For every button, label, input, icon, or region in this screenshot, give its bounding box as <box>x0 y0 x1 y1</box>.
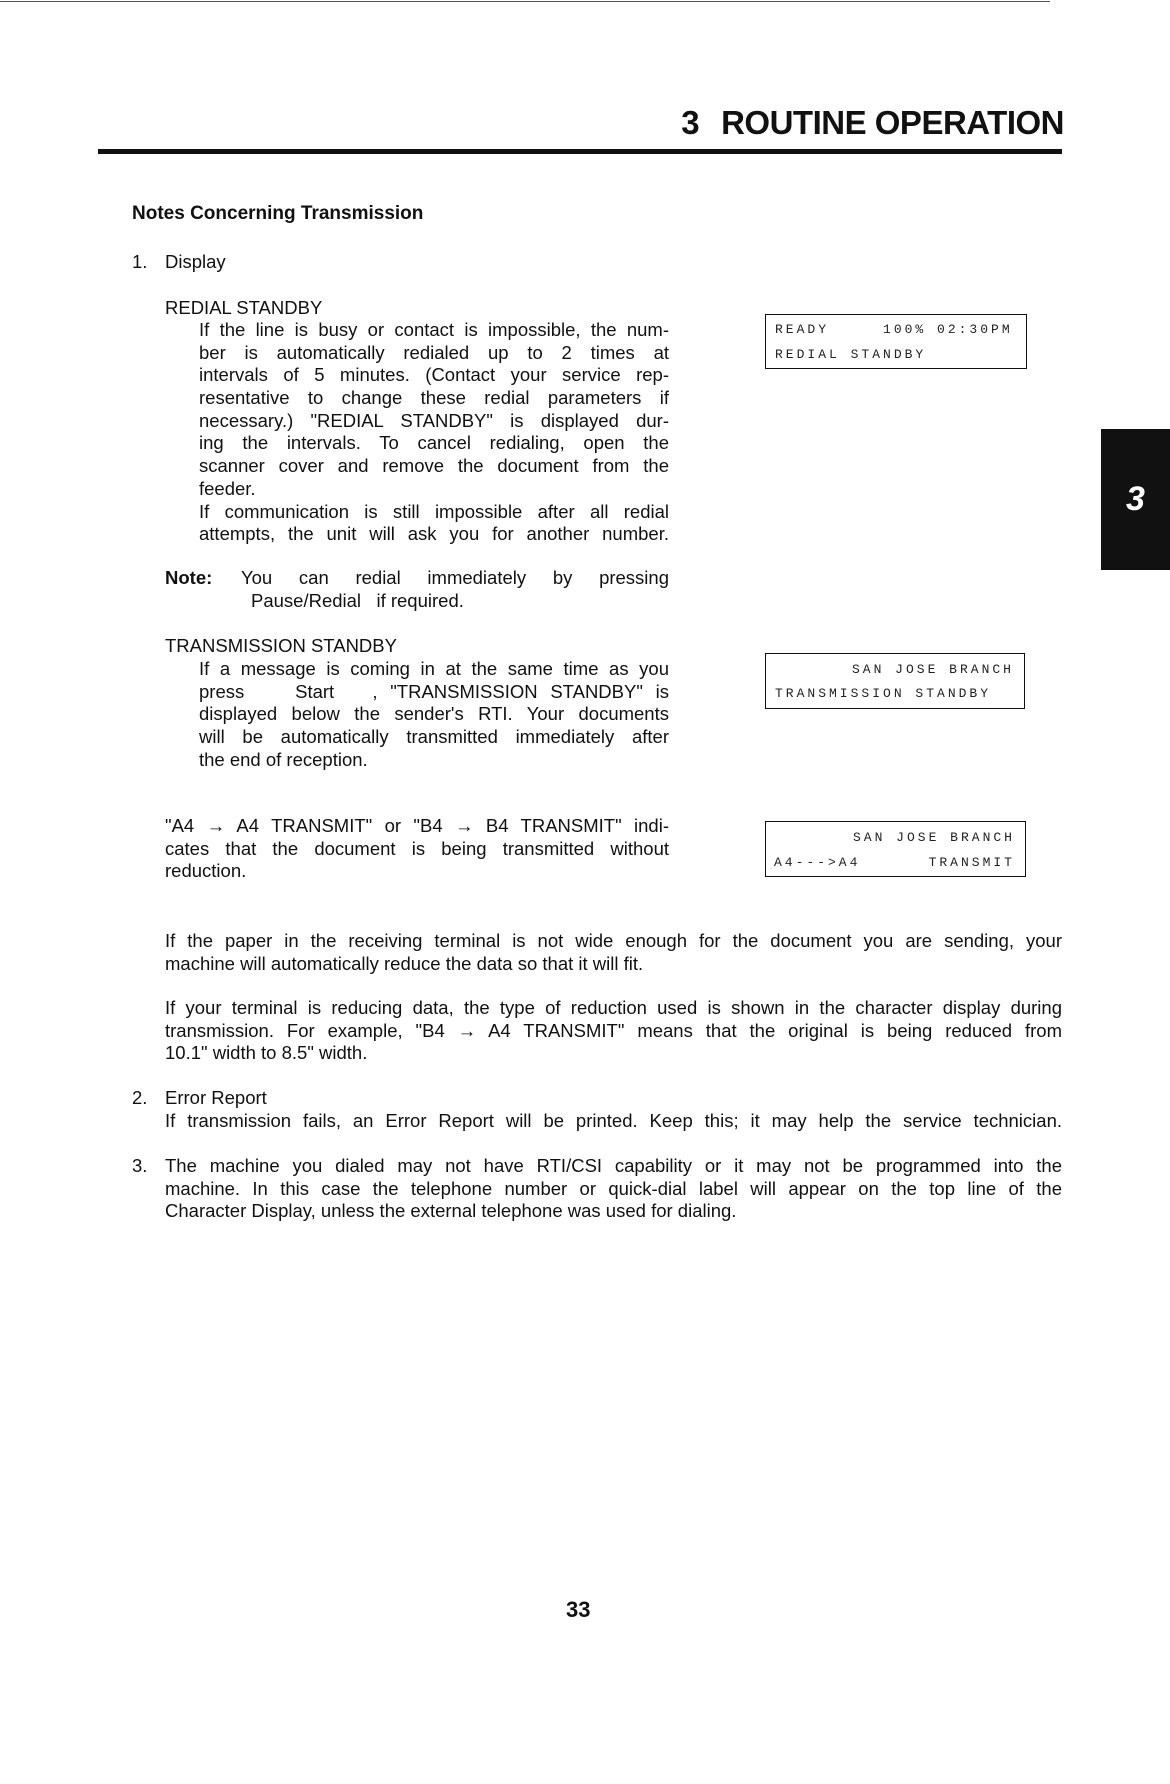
display-line-2-left: A4--->A4 <box>774 855 861 870</box>
text-line: cates that the document is being transmitted without <box>165 837 669 859</box>
text-line: the end of reception. <box>199 748 368 770</box>
display-line-1: SAN JOSE BRANCH <box>852 830 1015 845</box>
chapter-side-tab <box>1101 429 1170 570</box>
item-3-number: 3. <box>132 1155 148 1176</box>
text-line: If the line is busy or contact is impossible, the num- <box>199 319 669 340</box>
display-line-1: READY 100% 02:30PM <box>775 322 1013 337</box>
text-line: feeder. <box>199 477 256 499</box>
text-line: If a message is coming in at the same time as you <box>199 658 669 679</box>
text-line: machine. In this case the telephone number or quick-dial label will appear on the top line of the <box>165 1177 1062 1199</box>
note-line-1: You can redial immediately by pressing <box>241 567 669 588</box>
text-line: If communication is still impossible after all redial <box>199 500 669 522</box>
text-line: intervals of 5 minutes. (Contact your service rep- <box>199 364 669 386</box>
section-title: Notes Concerning Transmission <box>132 203 424 224</box>
transmission-standby-heading: TRANSMISSION STANDBY <box>165 635 397 656</box>
text-line: The machine you dialed may not have RTI/CSI capability or it may not be programmed into the <box>165 1155 1062 1176</box>
display-line-2: REDIAL STANDBY <box>775 347 927 362</box>
item-2-number: 2. <box>132 1087 148 1108</box>
text-line: "A4 → A4 TRANSMIT" or "B4 → B4 TRANSMIT" indi- <box>165 815 669 836</box>
text-line: ing the intervals. To cancel redialing, open the <box>199 432 669 454</box>
item-3-paragraph <box>165 1155 1062 1223</box>
text-line: Character Display, unless the external telephone was used for dialing. <box>165 1200 737 1222</box>
character-display-redial <box>765 314 1027 369</box>
reduction-paragraph-1 <box>165 930 1062 975</box>
text-line: reduction. <box>165 860 247 882</box>
text-line: displayed below the sender's RTI. Your documents <box>199 703 669 725</box>
page-number: 33 <box>566 1597 591 1622</box>
text-line: ber is automatically redialed up to 2 times at <box>199 341 669 363</box>
note-line-2: Pause/Redial if required. <box>251 590 464 611</box>
item-2-title: Error Report <box>165 1087 267 1108</box>
text-line: transmission. For example, "B4 → A4 TRANSMIT" means that the original is being reduced from <box>165 1019 1062 1041</box>
item-2-text: If transmission fails, an Error Report will be printed. Keep this; it may help the service technician. <box>165 1110 1062 1131</box>
text-line: attempts, the unit will ask you for another number. <box>199 523 669 545</box>
top-edge-line <box>0 1 1050 2</box>
character-display-transmit <box>765 821 1026 877</box>
chapter-side-tab-label: 3 <box>1126 480 1145 518</box>
redial-paragraph <box>199 319 669 546</box>
item-1-number: 1. <box>132 251 148 272</box>
text-line: scanner cover and remove the document from the <box>199 455 669 477</box>
header-rule <box>98 149 1062 154</box>
redial-heading: REDIAL STANDBY <box>165 297 323 318</box>
text-line: will be automatically transmitted immediately after <box>199 726 669 748</box>
display-line-2: TRANSMISSION STANDBY <box>775 686 992 701</box>
transmission-standby-paragraph <box>199 658 669 771</box>
chapter-title: ROUTINE OPERATION <box>721 104 1064 141</box>
reduction-paragraph-2 <box>165 997 1062 1065</box>
item-1-title: Display <box>165 251 226 272</box>
text-line: If your terminal is reducing data, the type of reduction used is shown in the character display during <box>165 997 1062 1018</box>
transmit-size-paragraph <box>165 815 669 883</box>
text-line: machine will automatically reduce the data so that it will fit. <box>165 952 644 974</box>
text-line: necessary.) "REDIAL STANDBY" is displayed dur- <box>199 409 669 431</box>
chapter-number: 3 <box>681 104 700 141</box>
text-line: resentative to change these redial parameters if <box>199 387 669 409</box>
chapter-header <box>681 104 1064 142</box>
display-line-2-right: TRANSMIT <box>928 855 1015 870</box>
text-line: 10.1" width to 8.5" width. <box>165 1042 368 1064</box>
note-label: Note: <box>165 567 213 588</box>
text-line: If the paper in the receiving terminal is not wide enough for the document you are sending, your <box>165 930 1062 951</box>
display-line-1: SAN JOSE BRANCH <box>851 662 1014 677</box>
character-display-transmission-standby <box>765 653 1025 709</box>
text-line: press Start , "TRANSMISSION STANDBY" is <box>199 680 669 702</box>
